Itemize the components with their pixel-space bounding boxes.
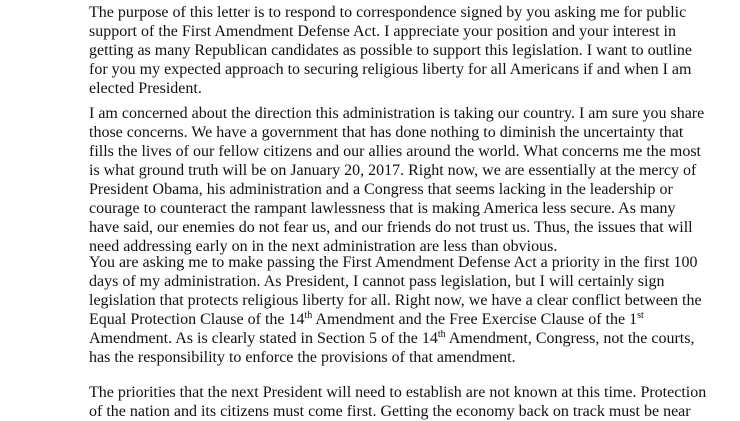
text-line: You are asking me to make passing the First Amendment Defense Act a priority in the first 100	[89, 254, 698, 271]
text-line: support of the First Amendment Defense Act. I appreciate your position and your interest in	[89, 23, 676, 40]
text-line: days of my administration. As President, I cannot pass legislation, but I will certainly sign	[89, 273, 665, 290]
text-line: The priorities that the next President will need to establish are not known at this time. Protection	[89, 384, 707, 401]
paragraph-concerns	[89, 104, 704, 256]
text-line: legislation that protects religious liberty for all. Right now, we have a clear conflict between the	[89, 292, 702, 309]
text-line	[89, 329, 702, 348]
text-line: I am concerned about the direction this administration is taking our country. I am sure you share	[89, 105, 705, 122]
text-segment: Amendment, Congress, not the courts,	[445, 330, 695, 347]
text-segment: Equal Protection Clause of the 14	[89, 311, 305, 328]
text-line: have said, our enemies do not fear us, and our friends do not trust us. Thus, the issues that will	[89, 219, 693, 236]
paragraph-priorities	[89, 383, 706, 421]
text-line: courage to counteract the rampant lawlessness that is making America less secure. As many	[89, 200, 676, 217]
text-line: those concerns. We have a government that has done nothing to diminish the uncertainty that	[89, 124, 684, 141]
text-line: President Obama, his administration and a Congress that seems lacking in the leadership or	[89, 181, 673, 198]
text-line: need addressing early on in the next administration are less than obvious.	[89, 238, 558, 255]
text-line: of the nation and its citizens must come first. Getting the economy back on track must be near	[89, 403, 691, 420]
paragraph-fada-priority	[89, 253, 702, 367]
superscript: th	[304, 310, 313, 321]
paragraph-purpose	[89, 3, 692, 98]
text-line: for you my expected approach to securing religious liberty for all Americans if and when I am	[89, 61, 692, 78]
text-line: getting as many Republican candidates as possible to support this legislation. I want to outline	[89, 42, 693, 59]
text-segment: Amendment. As is clearly stated in Section 5 of the 14	[89, 330, 438, 347]
text-line: The purpose of this letter is to respond to correspondence signed by you asking me for public	[89, 4, 687, 21]
text-line	[89, 310, 702, 329]
superscript: th	[437, 329, 446, 340]
text-line: fills the lives of our fellow citizens and our allies around the world. What concerns me the most	[89, 143, 701, 160]
superscript: st	[637, 310, 644, 321]
text-segment: Amendment and the Free Exercise Clause of the 1	[312, 311, 638, 328]
text-line: has the responsibility to enforce the provisions of that amendment.	[89, 349, 516, 366]
text-line: elected President.	[89, 80, 202, 97]
text-line: is what ground truth will be on January 20, 2017. Right now, we are essentially at the mercy of	[89, 162, 697, 179]
